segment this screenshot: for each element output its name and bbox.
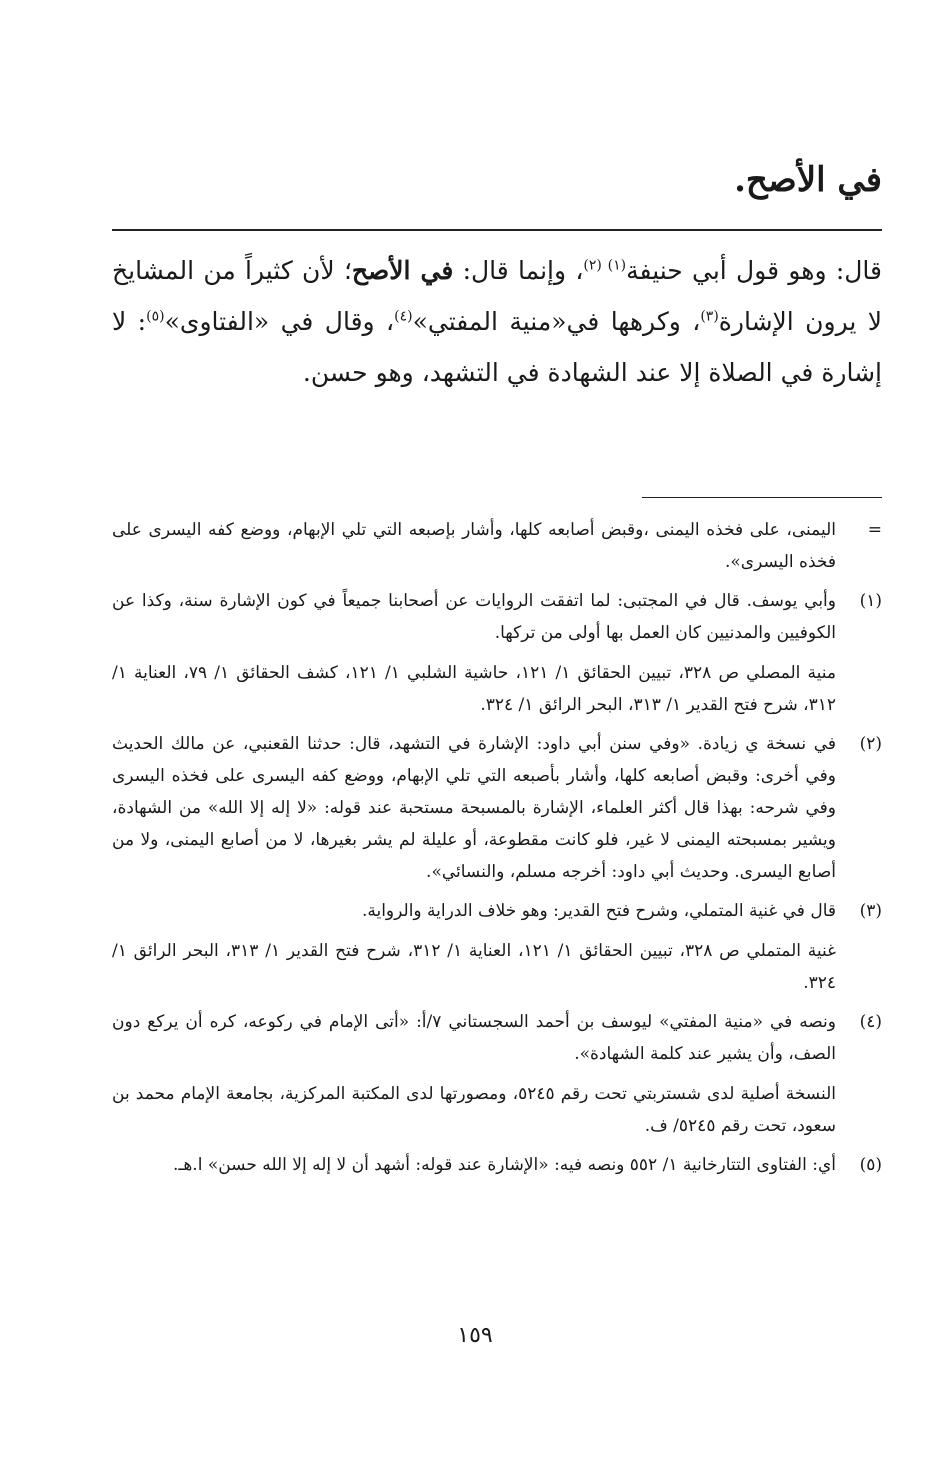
text-run: قال: وهو قول أبي حنيفة (626, 256, 882, 285)
footnote-continued (112, 514, 882, 578)
text-run: ؛ لأن كثيراً من المشايخ لا يرون الإشارة (112, 256, 883, 336)
footnote-text: وأبي يوسف. قال في المجتبى: لما اتفقت الروايات عن أصحابنا جميعاً في كون الإشارة سنة، وكذا عن الكوفيين والمدنيين كان العمل بها أولى من تركها. (112, 591, 836, 643)
footnote-ref-1: (١) (607, 257, 627, 274)
footnote-number: (١) (859, 591, 882, 611)
main-paragraph (112, 245, 882, 398)
footnote-text: في نسخة ي زيادة. «وفي سنن أبي داود: الإشارة في التشهد، قال: حدثنا القعنبي، عن مالك الحديث وفي أخرى: وقبض أصابعه كلها، وأشار بأصبعه التي تلي الإبهام، ووضع كفه اليسرى على فخذه اليسرى وفي شرحه: بهذا قال أكثر العلماء، الإشارة بالمسبحة مستحبة عند قوله: «لا إله إلا الله» من الشهادة، ويشير بمسبحته اليمنى لا غير، فلو كانت مقطوعة، أو عليلة لم يشر بغيرها، لا من أصابع اليمنى، ولا من أصابع اليسرى. وحديث أبي داود: أخرجه مسلم، والنسائي». (112, 734, 836, 882)
footnote-number: (٤) (859, 1012, 882, 1032)
footnote-3 (112, 895, 882, 999)
footnote-ref-4: (٤) (394, 308, 413, 325)
text-run: ، وكرهها في«منية المفتي» (412, 307, 701, 336)
footnote-text: ونصه في «منية المفتي» ليوسف بن أحمد السجستاني ٧/أ: «أتى الإمام في ركوعه، كره أن يركع دون الصف، وأن يشير عند كلمة الشهادة». (112, 1012, 836, 1064)
footnote-text: قال في غنية المتملي، وشرح فتح القدير: وهو خلاف الدراية والرواية. (361, 901, 836, 921)
footnote-number: (٢) (859, 734, 882, 754)
footnote-5 (112, 1149, 882, 1181)
footnote-separator (642, 497, 882, 498)
footnote-ref-3: (٣) (700, 308, 719, 325)
footnote-text: أي: الفتاوى التتارخانية ١/ ٥٥٢ ونصه فيه: «الإشارة عند قوله: أشهد أن لا إله إلا الله حسن» ا.هـ. (172, 1155, 836, 1175)
text-run: ، وإنما قال: (453, 256, 584, 285)
footnote-sources: النسخة أصلية لدى شستربتي تحت رقم ٥٢٤٥، ومصورتها لدى المكتبة المركزية، بجامعة الإمام محمد بن سعود، تحت رقم ٥٢٤٥/ ف. (112, 1084, 836, 1136)
footnote-ref-5: (٥) (146, 308, 165, 325)
page-heading: في الأصح. (734, 160, 882, 200)
footnote-sources: غنية المتملي ص ٣٢٨، تبيين الحقائق ١/ ١٢١، العناية ١/ ٣١٢، شرح فتح القدير ١/ ٣١٣، البحر الرائق ١/ ٣٢٤. (112, 941, 837, 993)
page-number: ١٥٩ (457, 1323, 493, 1348)
footnote-number: (٥) (859, 1155, 882, 1175)
footnote-4 (112, 1006, 882, 1142)
bold-term: في الأصح (351, 256, 454, 285)
footnotes (112, 514, 882, 1188)
heading-divider (112, 229, 882, 231)
footnote-ref-2: (٢) (583, 257, 608, 274)
footnote-sources: منية المصلي ص ٣٢٨، تبيين الحقائق ١/ ١٢١، حاشية الشلبي ١/ ١٢١، كشف الحقائق ١/ ٧٩، العناية ١/ ٣١٢، شرح فتح القدير ١/ ٣١٣، البحر الرائق ١/ ٣٢٤. (112, 663, 837, 715)
footnote-2 (112, 728, 882, 888)
footnote-1 (112, 585, 882, 721)
text-run: : لا إشارة في الصلاة إلا عند الشهادة في التشهد، وهو حسن. (112, 307, 882, 387)
footnote-text: اليمنى، على فخذه اليمنى ،وقبض أصابعه كلها، وأشار بإصبعه التي تلي الإبهام، ووضع كفه اليسرى على فخذه اليسرى». (112, 520, 836, 572)
footnote-number: = (867, 520, 882, 540)
text-run: ، وقال في «الفتاوى» (164, 307, 395, 336)
footnote-number: (٣) (859, 901, 882, 921)
main-text (112, 245, 882, 398)
